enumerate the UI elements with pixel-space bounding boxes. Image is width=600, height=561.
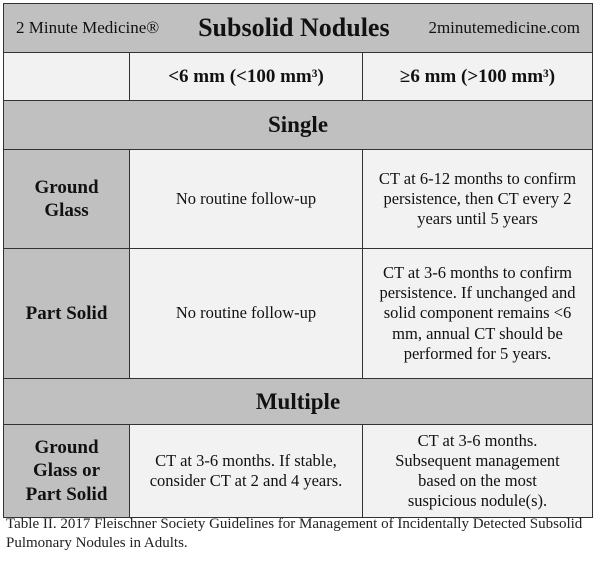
table-row-part-solid xyxy=(4,249,592,379)
column-header-large: ≥6 mm (>100 mm³) xyxy=(363,53,592,100)
cell-large xyxy=(363,425,592,517)
cell-large xyxy=(363,150,592,248)
column-header-row xyxy=(4,53,592,101)
cell-large-text: CT at 3-6 months. Subsequent management based on the most suspicious nodule(s). xyxy=(395,430,560,511)
column-header-small: <6 mm (<100 mm³) xyxy=(130,53,363,100)
cell-small: No routine follow-up xyxy=(130,249,363,378)
cell-small xyxy=(130,425,363,517)
row-label-text: Ground Glass or Part Solid xyxy=(25,437,108,505)
table-row-multiple xyxy=(4,425,592,517)
row-label xyxy=(4,150,130,248)
table-caption: Table II. 2017 Fleischner Society Guidelines for Management of Incidentally Detected Subsolid Pulmonary Nodules in Adults. xyxy=(6,516,583,552)
section-header-single: Single xyxy=(4,101,592,150)
cell-small: No routine follow-up xyxy=(130,150,363,248)
section-header-multiple: Multiple xyxy=(4,379,592,425)
site-label: 2minutemedicine.com xyxy=(428,18,580,37)
row-label: Part Solid xyxy=(4,249,130,378)
brand-label: 2 Minute Medicine® xyxy=(16,18,160,37)
table-row-ground-glass xyxy=(4,150,592,249)
guidelines-table xyxy=(3,3,593,518)
cell-large xyxy=(363,249,592,378)
column-header-empty xyxy=(4,53,130,100)
title-bar xyxy=(4,4,592,53)
table-title: Subsolid Nodules xyxy=(198,13,390,42)
row-label xyxy=(4,425,130,517)
row-label-text: Ground Glass xyxy=(34,176,99,221)
cell-large-text: CT at 6-12 months to confirm persistence, then CT every 2 years until 5 years xyxy=(378,168,577,229)
cell-large-text: CT at 3-6 months to confirm persistence. If unchanged and solid component remains <6 mm, annual CT should be performed for 5 years. xyxy=(379,263,576,363)
cell-small-text: CT at 3-6 months. If stable, consider CT at 2 and 4 years. xyxy=(149,450,343,490)
